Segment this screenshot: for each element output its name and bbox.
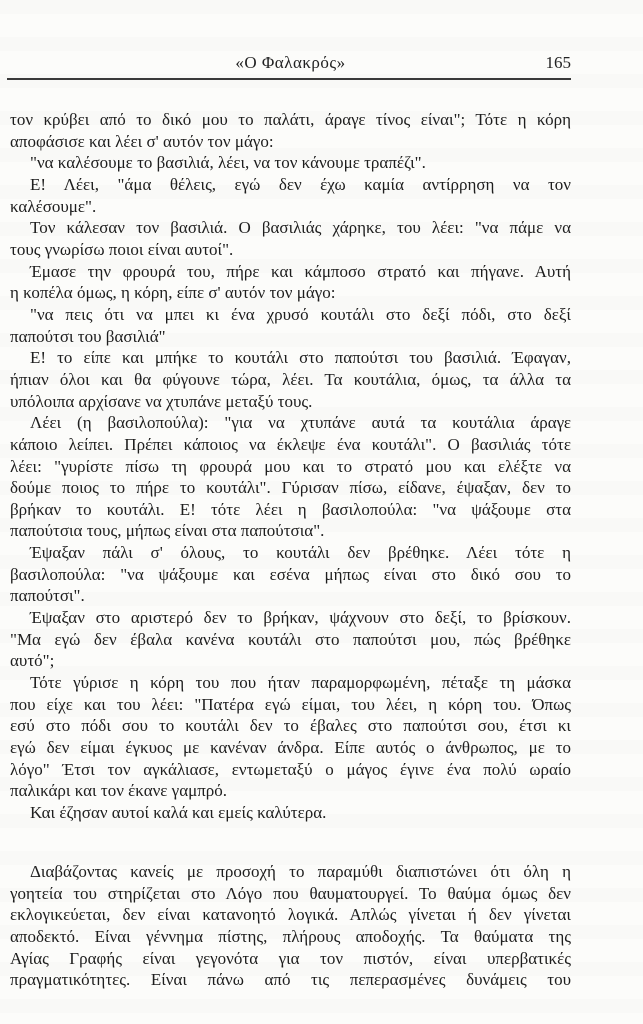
text-line: Τότε γύρισε η κόρη του που ήταν παραμορφωμένη, πέταξε τη μάσκα — [30, 673, 571, 693]
text-line: Έψαξαν στο αριστερό δεν το βρήκαν, ψάχνουν στο δεξί, το βρίσκουν. — [30, 608, 571, 628]
page-header-title: «Ο Φαλακρός» — [235, 53, 346, 72]
paragraph — [10, 347, 571, 412]
text-line: πραγματικότητες. Είναι πάνω από τις πεπερασμένες δυνάμεις του — [10, 970, 571, 990]
text-line: Ε! το είπε και μπήκε το κουτάλι στο παπούτσι του βασιλιά. Έφαγαν, — [30, 348, 571, 368]
text-line: "Μα εγώ δεν έβαλα κανένα κουτάλι στο παπούτσι μου, πώς βρέθηκε — [10, 629, 571, 649]
text-line: βρήκαν το κουτάλι. Ε! τότε λέει η βασιλοπούλα: "να ψάξουμε στα — [10, 499, 571, 519]
commentary-text — [10, 861, 571, 991]
text-line: λέει: "γυρίστε πίσω τη φρουρά μου και το στρατό μου και ελέξτε να — [10, 456, 571, 476]
header-rule — [7, 78, 571, 80]
text-line: Λέει (η βασιλοπούλα): "για να χτυπάνε αυτά τα κουτάλια άραγε — [30, 413, 571, 433]
paragraph — [10, 542, 571, 607]
text-line: παλικάρι και τον έκανε γαμπρό. — [10, 781, 228, 801]
text-line: τον κρύβει από το δικό μου το παλάτι, άραγε τίνος είναι"; Τότε η κόρη — [10, 110, 571, 129]
paragraph — [10, 802, 571, 824]
paragraph — [10, 304, 571, 347]
text-line: αποδεκτό. Είναι γέννημα πίστης, πλήρους αποδοχής. Τα θαύματα της — [10, 926, 571, 946]
paragraph — [10, 174, 571, 217]
text-line: παπούτσι". — [10, 586, 85, 606]
text-line: Ε! Λέει, "άμα θέλεις, εγώ δεν έχω καμία αντίρρηση να τον — [30, 174, 571, 194]
text-line: παπούτσια τους, μήπως είναι στα παπούτσια". — [10, 521, 325, 541]
paragraph — [10, 152, 571, 174]
text-line: Και έζησαν αυτοί καλά και εμείς καλύτερα. — [30, 803, 327, 822]
text-line: εκλογικεύεται, δεν είναι κατανοητό λογικά. Απλώς γίνεται ή δεν γίνεται — [10, 905, 571, 925]
text-line: Τον κάλεσαν τον βασιλιά. Ο βασιλιάς χάρηκε, του λέει: "να πάμε να — [30, 218, 571, 238]
text-line: Έμασε την φρουρά του, πήρε και κάμποσο στρατό και πήγανε. Αυτή — [30, 261, 571, 281]
text-line: ήπιαν όλοι και θα φύγουνε τώρα, λέει. Τα κουτάλια, όμως, τα άλλα τα — [10, 369, 571, 389]
text-line: Διαβάζοντας κανείς με προσοχή το παραμύθι διαπιστώνει ότι όλη η — [30, 862, 571, 881]
text-line: καλέσουμε". — [10, 196, 97, 216]
page-number: 165 — [545, 53, 571, 72]
text-line: δούμε ποιος το πήρε το κουτάλι". Γύρισαν πίσω, είδανε, έψαξαν, δεν το — [10, 478, 571, 498]
text-line: εγώ δεν είμαι έγκυος με κανέναν άνδρα. Είπε αυτός ο άνθρωπος, με το — [10, 738, 571, 758]
text-line: παπούτσι του βασιλιά" — [10, 326, 166, 346]
text-line: αυτό"; — [10, 651, 55, 671]
text-line: Αγίας Γραφής είναι γεγονότα για τον πιστόν, είναι υπερβατικές — [10, 948, 571, 968]
paragraph — [10, 672, 571, 802]
text-line: εσύ στο πόδι σου το κουτάλι δεν το έβαλες στο παπούτσι σου, έτσι κι — [10, 716, 571, 736]
paragraph — [10, 217, 571, 260]
text-line: Έψαξαν πάλι σ' όλους, το κουτάλι δεν βρέθηκε. Λέει τότε η — [30, 543, 571, 563]
text-line: "να πεις ότι να μπει κι ένα χρυσό κουτάλι στο δεξί πόδι, στο δεξί — [30, 304, 571, 324]
text-line: γοητεία του στηρίζεται στο Λόγο που θαυματουργεί. Το θαύμα όμως δεν — [10, 883, 571, 903]
text-line: που είχε και του λέει: "Πατέρα εγώ είμαι, του λέει, η κόρη του. Όπως — [10, 694, 571, 714]
text-line: τους γνωρίσω ποιοι είναι αυτοί". — [10, 239, 234, 259]
text-line: λόγο" Έτσι τον αγκάλιασε, εντωμεταξύ ο μάγος έγινε ένα πολύ ωραίο — [10, 759, 571, 779]
text-line: υπόλοιπα αρχίσανε να χτυπάνε μεταξύ τους. — [10, 391, 313, 411]
text-line: η κοπέλα όμως, η κόρη, είπε σ' αυτόν τον μάγο: — [10, 283, 336, 303]
paragraph — [10, 861, 571, 991]
paragraph — [10, 412, 571, 542]
paragraph — [10, 261, 571, 304]
text-line: "να καλέσουμε το βασιλιά, λέει, να τον κάνουμε τραπέζι". — [30, 153, 426, 173]
story-text — [10, 109, 571, 824]
paragraph — [10, 607, 571, 672]
text-line: κάποιο λείπει. Πρέπει κάποιος να έκλεψε ένα κουτάλι". Ο βασιλιάς τότε — [10, 434, 571, 454]
text-line: βασιλοπούλα: "να ψάξουμε και εσένα μήπως είναι στο δικό σου το — [10, 564, 571, 584]
paragraph — [10, 109, 571, 152]
text-line: αποφάσισε και λέει σ' αυτόν τον μάγο: — [10, 131, 274, 151]
